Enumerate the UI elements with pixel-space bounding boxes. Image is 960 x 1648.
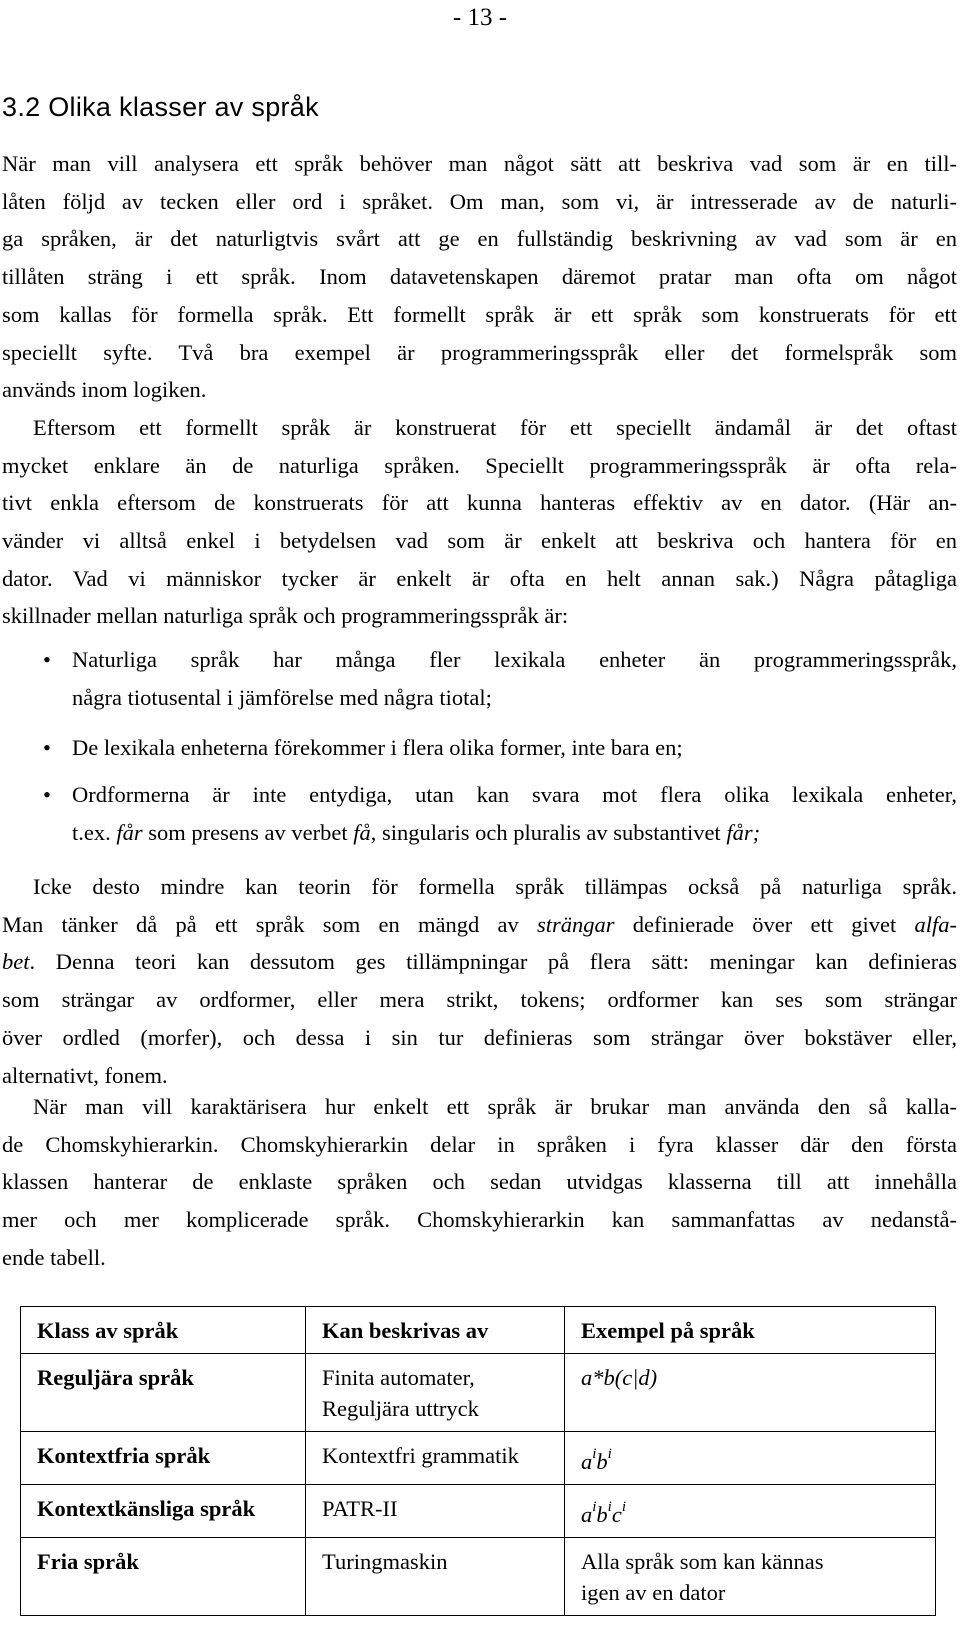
text-line: klassen hanterar de enklaste språken och sedan utvidgas klasserna till att innehålla — [2, 1169, 957, 1195]
emphasis: får — [116, 819, 143, 845]
emphasis: alfa- — [914, 911, 957, 937]
cell-text — [565, 1485, 935, 1537]
text-line: När man vill karaktärisera hur enkelt ett språk är brukar man använda den så kalla- — [33, 1094, 957, 1119]
text-run: som presens av verbet — [142, 819, 354, 845]
header-text: Kan beskrivas av — [322, 1318, 489, 1343]
table-row — [21, 1354, 936, 1432]
table-cell — [565, 1485, 936, 1538]
list-item — [2, 641, 957, 716]
text-line — [72, 814, 957, 852]
text-run: . Denna teori kan dessutom ges tillämpningar på flera sätt: meningar kan definieras — [29, 949, 957, 975]
text-line: används inom logiken. — [2, 377, 207, 403]
text-line: skillnader mellan naturliga språk och programmeringsspråk är: — [2, 603, 569, 629]
cell-text — [565, 1538, 935, 1615]
text-line: mer och mer komplicerade språk. Chomskyhierarkin kan sammanfattas av nedanstå- — [2, 1207, 957, 1233]
cell-text: Kontextfri grammatik — [322, 1443, 519, 1468]
text-run: Finita automater, — [322, 1365, 475, 1390]
text-line — [2, 906, 957, 944]
text-line: Icke desto mindre kan teorin för formella språk tillämpas också på naturliga språk. — [33, 874, 957, 899]
text-line: När man vill analysera ett språk behöver man något sätt att beskriva vad som är en till- — [2, 151, 957, 176]
superscript: i — [621, 1499, 627, 1515]
text-line: De lexikala enheterna förekommer i flera olika former, inte bara en; — [72, 735, 683, 761]
table-cell — [306, 1354, 565, 1432]
bullet-list — [2, 641, 957, 852]
paragraph — [2, 1088, 957, 1277]
cell-text: Reguljära språk — [37, 1365, 194, 1390]
text-line: vänder vi alltså enkel i betydelsen vad som är enkelt att beskriva och hantera för en — [2, 528, 957, 554]
emphasis: bet — [2, 949, 30, 975]
text-line: några tiotusental i jämförelse med några tiotal; — [72, 684, 492, 710]
text-line: dator. Vad vi människor tycker är enkelt är ofta en helt annan sak.) Några påtagliga — [2, 565, 957, 591]
text-line: mycket enklare än de naturliga språken. Speciellt programmeringsspråk är ofta rela- — [2, 452, 957, 478]
cell-text: Kontextkänsliga språk — [37, 1496, 256, 1521]
superscript: i — [607, 1499, 612, 1515]
header-text: Exempel på språk — [581, 1318, 755, 1343]
text-line: tillåten sträng i ett språk. Inom datavetenskapen däremot pratar man ofta om något — [2, 264, 957, 290]
table-row — [21, 1538, 936, 1616]
table-header-cell — [306, 1307, 565, 1354]
cell-text: Kontextfria språk — [37, 1443, 211, 1468]
text-run: t.ex. — [72, 819, 117, 845]
text-line: Ordformerna är inte entydiga, utan kan svara mot flera olika lexikala enheter, — [72, 782, 957, 808]
bullet-icon: • — [43, 647, 51, 672]
table-row — [21, 1432, 936, 1485]
text-run: b — [596, 1502, 608, 1527]
body-text — [2, 1088, 957, 1277]
text-run: definierade över ett givet — [614, 911, 915, 937]
emphasis: strängar — [537, 911, 615, 937]
text-line: Eftersom ett formellt språk är konstruerat för ett speciellt ändamål är det oftast — [33, 414, 957, 440]
text-line: låten följd av tecken eller ord i språket. Om man, som vi, är intresserade av de naturli- — [2, 188, 957, 214]
cell-text — [565, 1432, 935, 1484]
text-run: igen av en dator — [581, 1580, 726, 1605]
text-run: Alla språk som kan kännas — [581, 1549, 824, 1574]
text-run: Reguljära uttryck — [322, 1396, 479, 1421]
table-cell — [306, 1432, 565, 1485]
cell-text: a*b(c|d) — [581, 1365, 658, 1390]
bullet-icon: • — [43, 782, 51, 808]
body-text — [2, 145, 957, 635]
text-line: över ordled (morfer), och dessa i sin tur definieras som strängar över bokstäver eller, — [2, 1024, 957, 1050]
table-cell — [21, 1432, 306, 1485]
table-cell — [21, 1354, 306, 1432]
text-line: tivt enkla eftersom de konstruerats för att kunna hanteras effektiv av en dator. (Här an- — [2, 490, 957, 516]
text-line: speciellt syfte. Två bra exempel är programmeringsspråk eller det formelspråk som — [2, 339, 957, 365]
page-number: - 13 - — [452, 4, 508, 31]
text-run: b — [596, 1449, 608, 1474]
text-line: som strängar av ordformer, eller mera strikt, tokens; ordformer kan ses som strängar — [2, 987, 957, 1013]
text-line: de Chomskyhierarkin. Chomskyhierarkin delar in språken i fyra klasser där den första — [2, 1131, 957, 1157]
cell-text: Turingmaskin — [322, 1549, 448, 1574]
table-cell — [565, 1354, 936, 1432]
text-run: , singularis och pluralis av substantivet — [370, 819, 727, 845]
superscript: i — [607, 1446, 612, 1462]
table-header-cell — [21, 1307, 306, 1354]
cell-text — [306, 1354, 564, 1431]
emphasis: får; — [726, 819, 761, 845]
paragraph — [2, 409, 957, 635]
list-item — [2, 776, 957, 851]
superscript: i — [592, 1446, 597, 1462]
list-item — [2, 729, 957, 767]
table-cell — [21, 1485, 306, 1538]
text-run: Man tänker då på ett språk som en mängd av — [2, 911, 537, 937]
cell-text: PATR-II — [322, 1496, 398, 1521]
body-text — [2, 868, 957, 1094]
bullet-icon: • — [43, 735, 51, 761]
table-cell — [565, 1432, 936, 1485]
superscript: i — [592, 1499, 597, 1515]
table-cell — [306, 1538, 565, 1616]
section-heading: 3.2 Olika klasser av språk — [2, 92, 319, 122]
header-text: Klass av språk — [37, 1318, 179, 1343]
table-cell — [306, 1485, 565, 1538]
text-run: a — [581, 1502, 593, 1527]
table-cell — [21, 1538, 306, 1616]
text-line: som kallas för formella språk. Ett formellt språk är ett språk som konstruerats för ett — [2, 301, 957, 327]
text-line — [2, 943, 957, 981]
text-line: ga språken, är det naturligtvis svårt att ge en fullständig beskrivning av vad som är en — [2, 226, 957, 252]
text-line: ende tabell. — [2, 1244, 106, 1270]
table-cell — [565, 1538, 936, 1616]
text-line: alternativt, fonem. — [2, 1062, 168, 1088]
table-row — [21, 1485, 936, 1538]
paragraph — [2, 145, 957, 409]
text-line: Naturliga språk har många fler lexikala enheter än programmeringsspråk, — [72, 647, 957, 672]
emphasis: få — [353, 819, 371, 845]
cell-text: Fria språk — [37, 1549, 139, 1574]
table-header-row — [21, 1307, 936, 1354]
paragraph — [2, 868, 957, 1094]
table-header-cell — [565, 1307, 936, 1354]
text-run: c — [611, 1502, 622, 1527]
text-run: a — [581, 1449, 593, 1474]
chomsky-hierarchy-table — [20, 1306, 936, 1616]
